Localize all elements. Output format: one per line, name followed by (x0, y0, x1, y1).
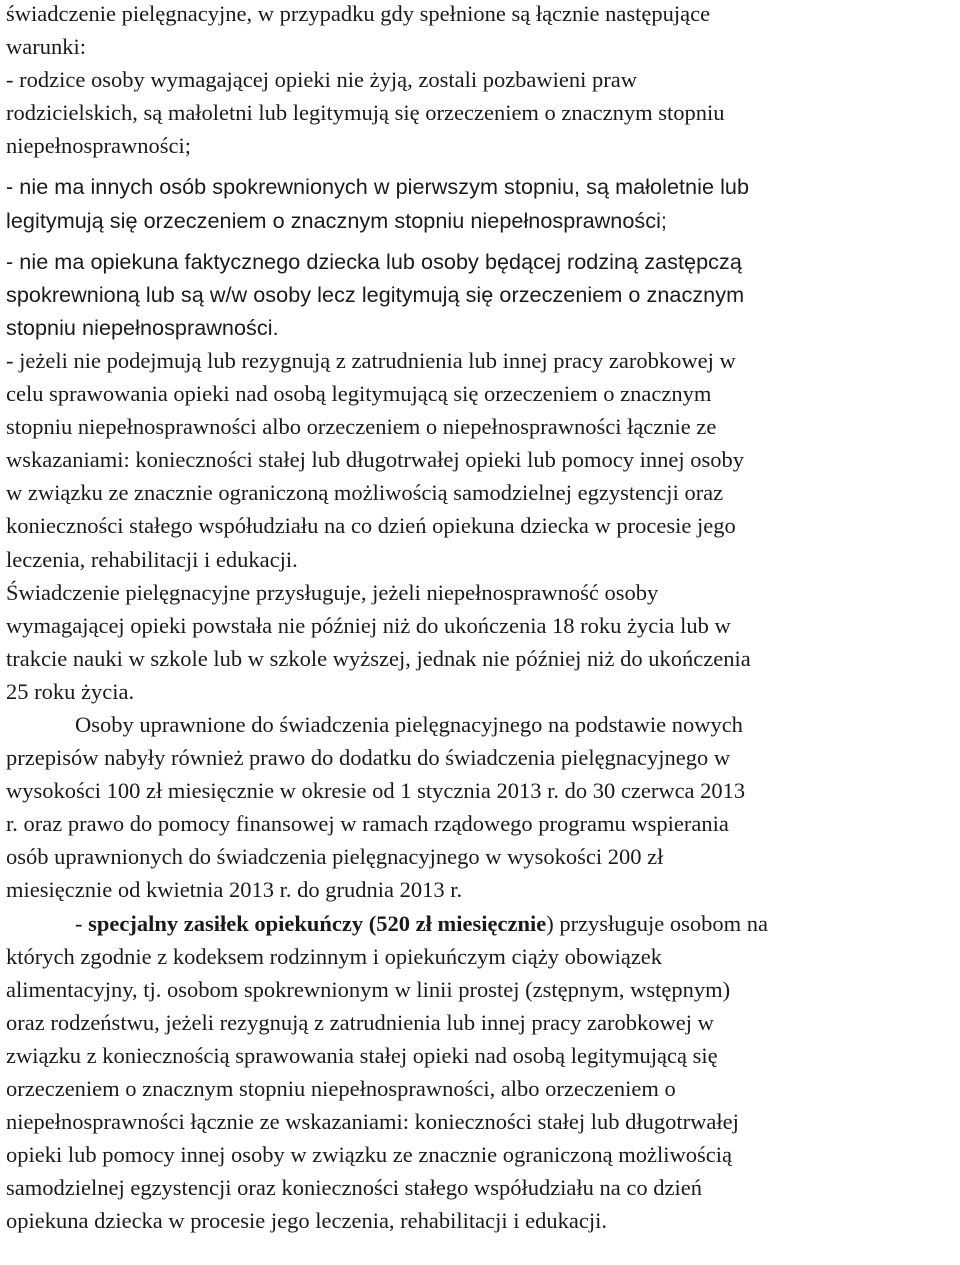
text-line: warunki: (6, 34, 86, 60)
text-line: miesięcznie od kwietnia 2013 r. do grudnia 2013 r. (6, 877, 463, 903)
text-line: stopniu niepełnosprawności albo orzeczeniem o niepełnosprawności łącznie ze (6, 414, 717, 440)
text-line: - nie ma opiekuna faktycznego dziecka lub osoby będącej rodziną zastępczą (6, 248, 742, 274)
text-line: opiekuna dziecka w procesie jego leczenia, rehabilitacji i edukacji. (6, 1208, 607, 1234)
text-line: niepełnosprawności łącznie ze wskazaniami: konieczności stałej lub długotrwałej (6, 1109, 739, 1135)
text-fragment: ) przysługuje osobom na (546, 910, 769, 936)
text-line: - rodzice osoby wymagającej opieki nie żyją, zostali pozbawieni praw (6, 67, 638, 93)
text-line: rodzicielskich, są małoletni lub legitymują się orzeczeniem o znacznym stopniu (6, 100, 725, 126)
text-line: samodzielnej egzystencji oraz konieczności stałego współudziału na co dzień (6, 1175, 702, 1201)
text-line: - nie ma innych osób spokrewnionych w pierwszym stopniu, są małoletnie lub (6, 174, 750, 200)
text-line: w związku ze znacznie ograniczoną możliwością samodzielnej egzystencji oraz (6, 480, 724, 506)
text-line: alimentacyjny, tj. osobom spokrewnionym w linii prostej (zstępnym, wstępnym) (6, 976, 731, 1002)
text-line: legitymują się orzeczeniem o znacznym stopniu niepełnosprawności; (6, 207, 667, 233)
text-line: opieki lub pomocy innej osoby w związku ze znacznie ograniczoną możliwością (6, 1142, 732, 1168)
text-line: trakcie nauki w szkole lub w szkole wyższej, jednak nie później niż do ukończenia (6, 645, 751, 671)
text-line: r. oraz prawo do pomocy finansowej w ramach rządowego programu wspierania (6, 811, 729, 837)
text-line: 25 roku życia. (6, 678, 135, 704)
list-dash: - (75, 910, 89, 936)
text-line: stopniu niepełnosprawności. (6, 314, 279, 340)
text-line: orzeczeniem o znacznym stopniu niepełnosprawności, albo orzeczeniem o (6, 1076, 676, 1101)
text-line (6, 907, 956, 940)
text-line: konieczności stałego współudziału na co dzień opiekuna dziecka w procesie jego (6, 513, 736, 539)
text-line: wysokości 100 zł miesięcznie w okresie od 1 stycznia 2013 r. do 30 czerwca 2013 (6, 778, 746, 804)
text-line: związku z koniecznością sprawowania stałej opieki nad osobą legitymującą się (6, 1042, 718, 1068)
paragraph-no-guardian (6, 245, 956, 344)
paragraph-conditions-intro (6, 0, 956, 162)
text-line: osób uprawnionych do świadczenia pielęgnacyjnego w wysokości 200 zł (6, 844, 664, 870)
paragraph-supplement (6, 708, 956, 907)
text-line: Osoby uprawnione do świadczenia pielęgnacyjnego na podstawie nowych (75, 711, 743, 737)
text-line: wskazaniami: konieczności stałej lub długotrwałej opieki lub pomocy innej osoby (6, 447, 744, 473)
text-line: przepisów nabyły również prawo do dodatku do świadczenia pielęgnacyjnego w (6, 745, 731, 771)
text-line: oraz rodzeństwu, jeżeli rezygnują z zatrudnienia lub innej pracy zarobkowej w (6, 1009, 714, 1035)
text-line: wymagającej opieki powstała nie później niż do ukończenia 18 roku życia lub w (6, 612, 731, 638)
paragraph-age-limit (6, 576, 956, 708)
text-line: leczenia, rehabilitacji i edukacji. (6, 546, 298, 572)
paragraph-gap (6, 162, 956, 170)
text-line: spokrewnioną lub są w/w osoby lecz legitymują się orzeczeniem o znacznym (6, 281, 745, 307)
paragraph-gap (6, 237, 956, 245)
text-line: celu sprawowania opieki nad osobą legitymującą się orzeczeniem o znacznym (6, 381, 712, 407)
text-line: Świadczenie pielęgnacyjne przysługuje, jeżeli niepełnosprawność osoby (6, 579, 659, 605)
text-line: niepełnosprawności; (6, 133, 191, 159)
paragraph-no-relatives (6, 170, 956, 236)
text-line: świadczenie pielęgnacyjne, w przypadku gdy spełnione są łącznie następujące (6, 1, 711, 26)
text-line: - jeżeli nie podejmują lub rezygnują z zatrudnienia lub innej pracy zarobkowej w (6, 347, 736, 373)
text-line: których zgodnie z kodeksem rodzinnym i opiekuńczym ciąży obowiązek (6, 943, 663, 969)
paragraph-special-allowance (6, 907, 956, 1238)
allowance-name-bold: specjalny zasiłek opiekuńczy (520 zł miesięcznie (88, 910, 547, 936)
paragraph-employment-condition (6, 344, 956, 576)
